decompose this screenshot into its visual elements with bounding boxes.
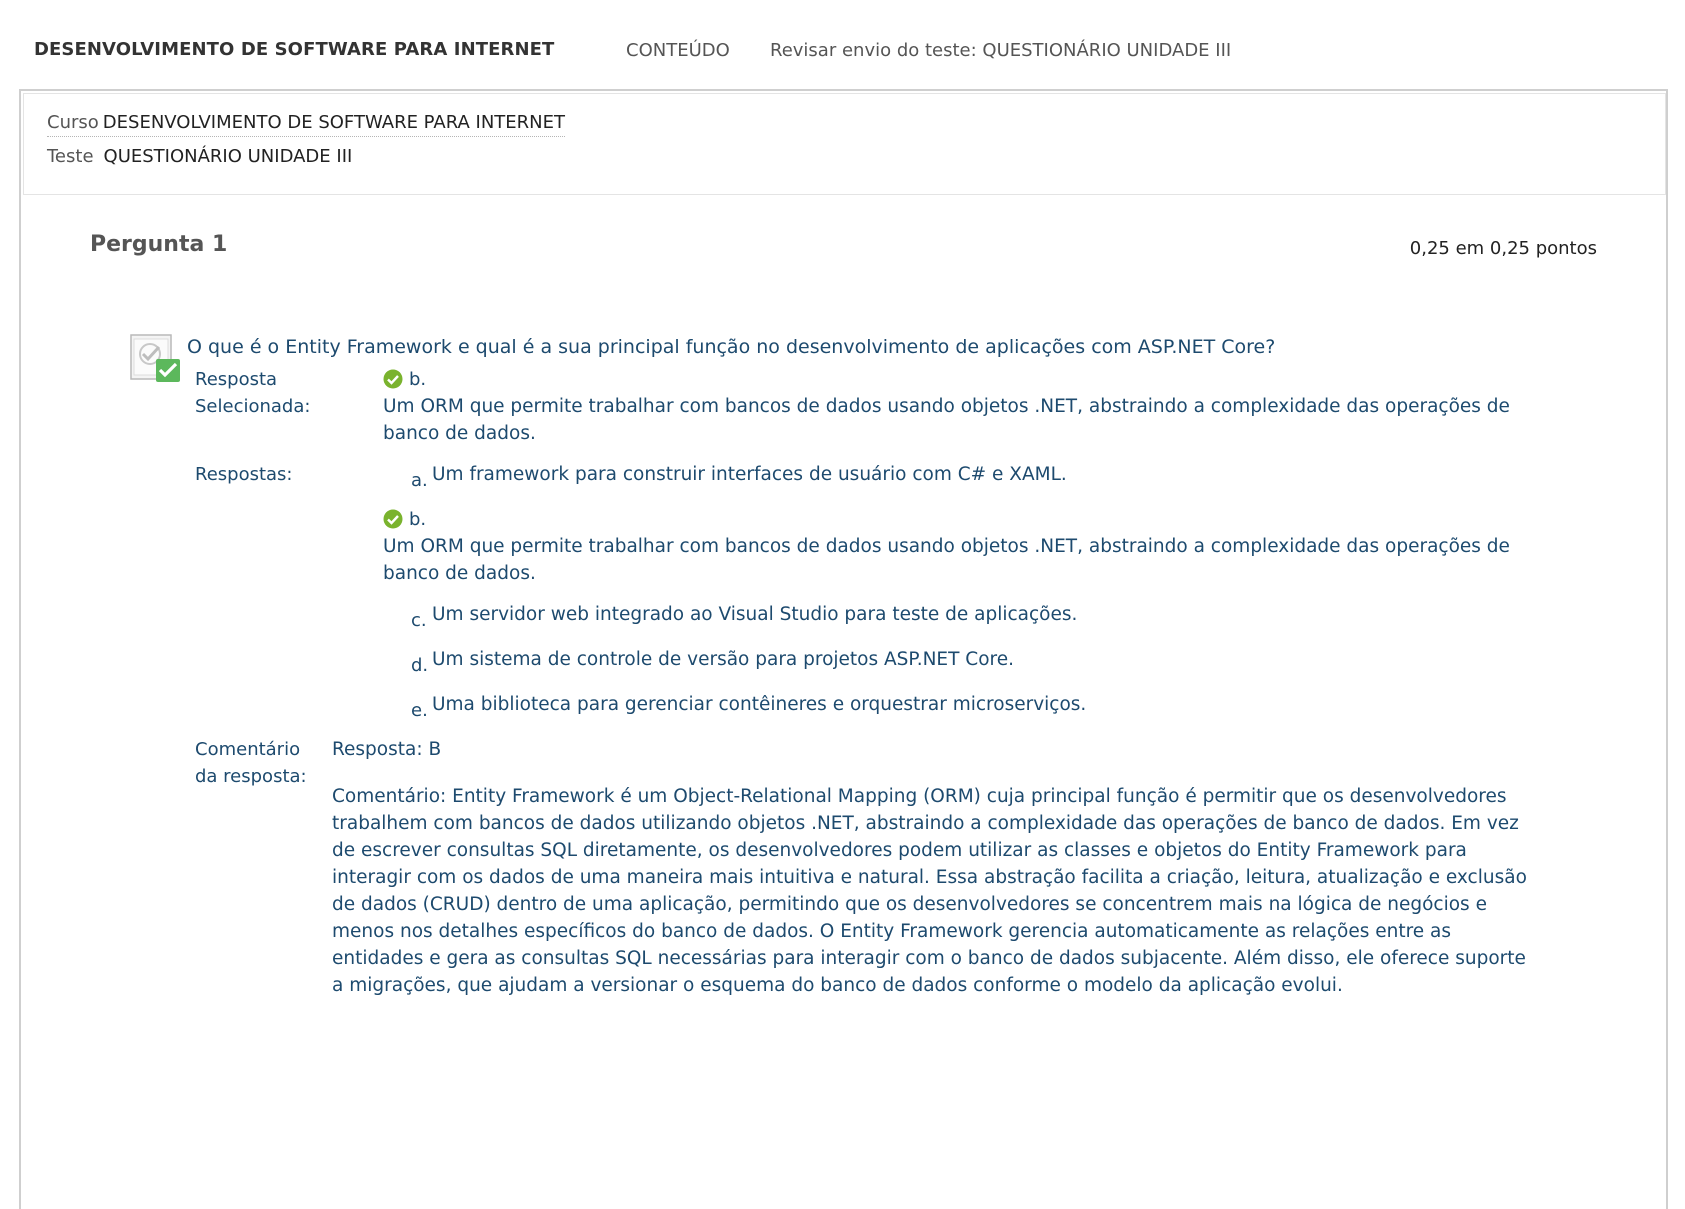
breadcrumb-content[interactable]: CONTEÚDO xyxy=(626,40,730,61)
course-title-link[interactable]: DESENVOLVIMENTO DE SOFTWARE PARA INTERNET xyxy=(34,39,555,60)
test-row xyxy=(47,146,352,167)
selected-answer-text-line2: banco de dados. xyxy=(383,423,536,444)
selected-answer xyxy=(383,366,1513,447)
course-label: Curso xyxy=(47,112,99,133)
option-letter: c. xyxy=(411,610,427,631)
option-text: Um framework para construir interfaces de usuário com C# e XAML. xyxy=(432,464,1067,485)
option-letter: b. xyxy=(409,509,427,530)
answer-option-e xyxy=(411,691,1511,721)
test-info-box xyxy=(23,93,1666,195)
selected-answer-label-line1: Resposta xyxy=(195,369,278,390)
question-title: Pergunta 1 xyxy=(90,232,228,257)
selected-answer-label xyxy=(195,366,310,420)
option-header xyxy=(383,506,1513,533)
test-value: QUESTIONÁRIO UNIDADE III xyxy=(103,146,353,167)
answer-option-d xyxy=(411,646,1511,676)
course-row xyxy=(47,112,565,137)
test-label: Teste xyxy=(47,146,94,167)
option-text: Um sistema de controle de versão para projetos ASP.NET Core. xyxy=(432,649,1014,670)
check-icon xyxy=(383,509,403,529)
content-frame xyxy=(19,89,1668,1209)
selected-answer-letter: b. xyxy=(409,369,427,390)
option-text-line1: Um ORM que permite trabalhar com bancos de dados usando objetos .NET, abstraindo a complexidade das operações de xyxy=(383,536,1510,557)
course-value: DESENVOLVIMENTO DE SOFTWARE PARA INTERNET xyxy=(102,112,565,133)
option-letter: e. xyxy=(411,700,428,721)
answer-option-b xyxy=(383,506,1513,587)
feedback-label xyxy=(195,736,307,790)
feedback-content xyxy=(332,736,1527,1019)
breadcrumb-current-page: Revisar envio do teste: QUESTIONÁRIO UNIDADE III xyxy=(770,40,1232,61)
answer-option-c xyxy=(411,601,1511,631)
feedback-answer: Resposta: B xyxy=(332,739,442,760)
selected-answer-label-line2: Selecionada: xyxy=(195,396,311,417)
option-text-line2: banco de dados. xyxy=(383,563,536,584)
selected-answer-header xyxy=(383,366,1513,393)
top-bar xyxy=(0,0,1685,92)
feedback-comment: Comentário: Entity Framework é um Object-Relational Mapping (ORM) cuja principal função é permitir que os desenvolvedores trabalhem com bancos de dados utilizando objetos .NET, abstraindo a complexidade das operações de banco de dados. Em vez de escrever consultas SQL diretamente, os desenvolvedores podem utilizar as classes e objetos do Entity Framework para interagir com os dados de uma maneira mais intuitiva e natural. Essa abstração facilita a criação, leitura, atualização e exclusão de dados (CRUD) dentro de uma aplicação, permitindo que os desenvolvedores se concentrem mais na lógica de negócios e menos nos detalhes específicos do banco de dados. O Entity Framework gerencia automaticamente as relações entre as entidades e gera as consultas SQL necessárias para interagir com o banco de dados subjacente. Além disso, ele oferece suporte a migrações, que ajudam a versionar o esquema do banco de dados conforme o modelo da aplicação evolui. xyxy=(332,786,1527,996)
answer-option-a xyxy=(411,461,1511,491)
question-points: 0,25 em 0,25 pontos xyxy=(1409,238,1597,259)
option-letter: a. xyxy=(411,470,428,491)
feedback-label-line1: Comentário xyxy=(195,739,301,760)
check-icon xyxy=(383,369,403,389)
feedback-label-line2: da resposta: xyxy=(195,766,307,787)
option-text: Um servidor web integrado ao Visual Studio para teste de aplicações. xyxy=(432,604,1078,625)
question-correct-icon xyxy=(130,332,182,384)
selected-answer-text-line1: Um ORM que permite trabalhar com bancos de dados usando objetos .NET, abstraindo a complexidade das operações de xyxy=(383,396,1510,417)
option-letter: d. xyxy=(411,655,429,676)
answers-label: Respostas: xyxy=(195,464,293,485)
question-text: O que é o Entity Framework e qual é a sua principal função no desenvolvimento de aplicações com ASP.NET Core? xyxy=(187,336,1276,358)
option-text: Uma biblioteca para gerenciar contêineres e orquestrar microserviços. xyxy=(432,694,1087,715)
